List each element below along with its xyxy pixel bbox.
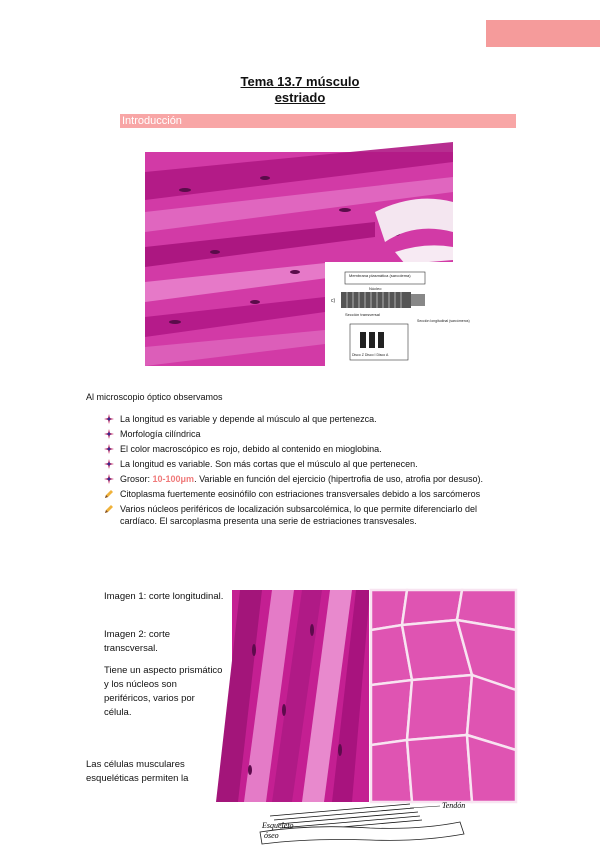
pin-icon (104, 474, 114, 484)
list-item (102, 488, 512, 500)
muscle-longitudinal-micrograph (145, 152, 470, 366)
list-item-text: El color macroscópico es rojo, debido al contenido en mioglobina. (120, 444, 382, 454)
list-item (102, 503, 512, 527)
list-item-text: La longitud es variable y depende al músculo al que pertenezca. (120, 414, 377, 424)
thickness-highlight: 10-100μm (152, 474, 195, 484)
muscle-sections-micrograph (232, 590, 516, 802)
section-heading-bar (120, 114, 516, 128)
thickness-label: Grosor: (120, 474, 153, 484)
sarcomere-diagram-inset (325, 262, 470, 366)
list-item (102, 413, 512, 425)
list-item-text: Morfología cilíndrica (120, 429, 201, 439)
caption-image1: Imagen 1: corte longitudinal. (104, 591, 224, 602)
page-title-line2: estriado (274, 90, 326, 105)
feature-list (102, 413, 512, 530)
list-item (102, 458, 512, 470)
caption-description: Tiene un aspecto prismático y los núcleos son periféricos, varios por célula. (104, 665, 223, 718)
inset-label-longitudinal: Sección longitudinal (sarcómeros) (417, 319, 470, 323)
tendon-label: Tendón (442, 801, 466, 810)
pin-icon (104, 459, 114, 469)
tendon-bone-illustration (250, 802, 480, 848)
inset-label-cross-section: Sección transversal (345, 312, 380, 317)
header-corner-tab (486, 20, 600, 47)
caption-image2: Imagen 2: corte transcversal. (104, 629, 171, 654)
inset-label-nuclei: Núcleo (369, 286, 382, 291)
thickness-rest: . Variable en función del ejercicio (hipertrofia de uso, atrofia por desuso). (194, 474, 484, 484)
list-item (102, 443, 512, 455)
intro-lead-text: Al microscopio óptico observamos (86, 392, 223, 402)
pin-icon (104, 444, 114, 454)
bone-label-line2: óseo (264, 831, 279, 840)
bone-label-line1: Esqueleto (262, 821, 294, 830)
inset-label-discs: Disco Z Disco I Disco A (352, 353, 389, 357)
page-title-line1: Tema 13.7 músculo (240, 74, 360, 89)
pin-icon (104, 429, 114, 439)
list-item-text: Varios núcleos periféricos de localización subsarcolémica, lo que permite diferenciarlo del cardíaco. El sarcoplasma presenta una serie de estriaciones transvesales. (120, 504, 478, 526)
section-heading-label: Introducción (122, 115, 182, 127)
inset-label-sarcolemma: Membrana plasmática (sarcolema) (349, 273, 411, 278)
pencil-icon (104, 489, 114, 499)
inset-marker: c) (331, 298, 336, 304)
list-item-text: Citoplasma fuertemente eosinófilo con estriaciones transversales debido a los sarcómeros (120, 489, 481, 499)
list-item-text: La longitud es variable. Son más cortas que el músculo al que pertenecen. (120, 459, 418, 469)
list-item (102, 428, 512, 440)
bottom-paragraph: Las células musculares esqueléticas permiten la (86, 759, 189, 784)
list-item (102, 473, 512, 485)
pencil-icon (104, 504, 114, 514)
pin-icon (104, 414, 114, 424)
